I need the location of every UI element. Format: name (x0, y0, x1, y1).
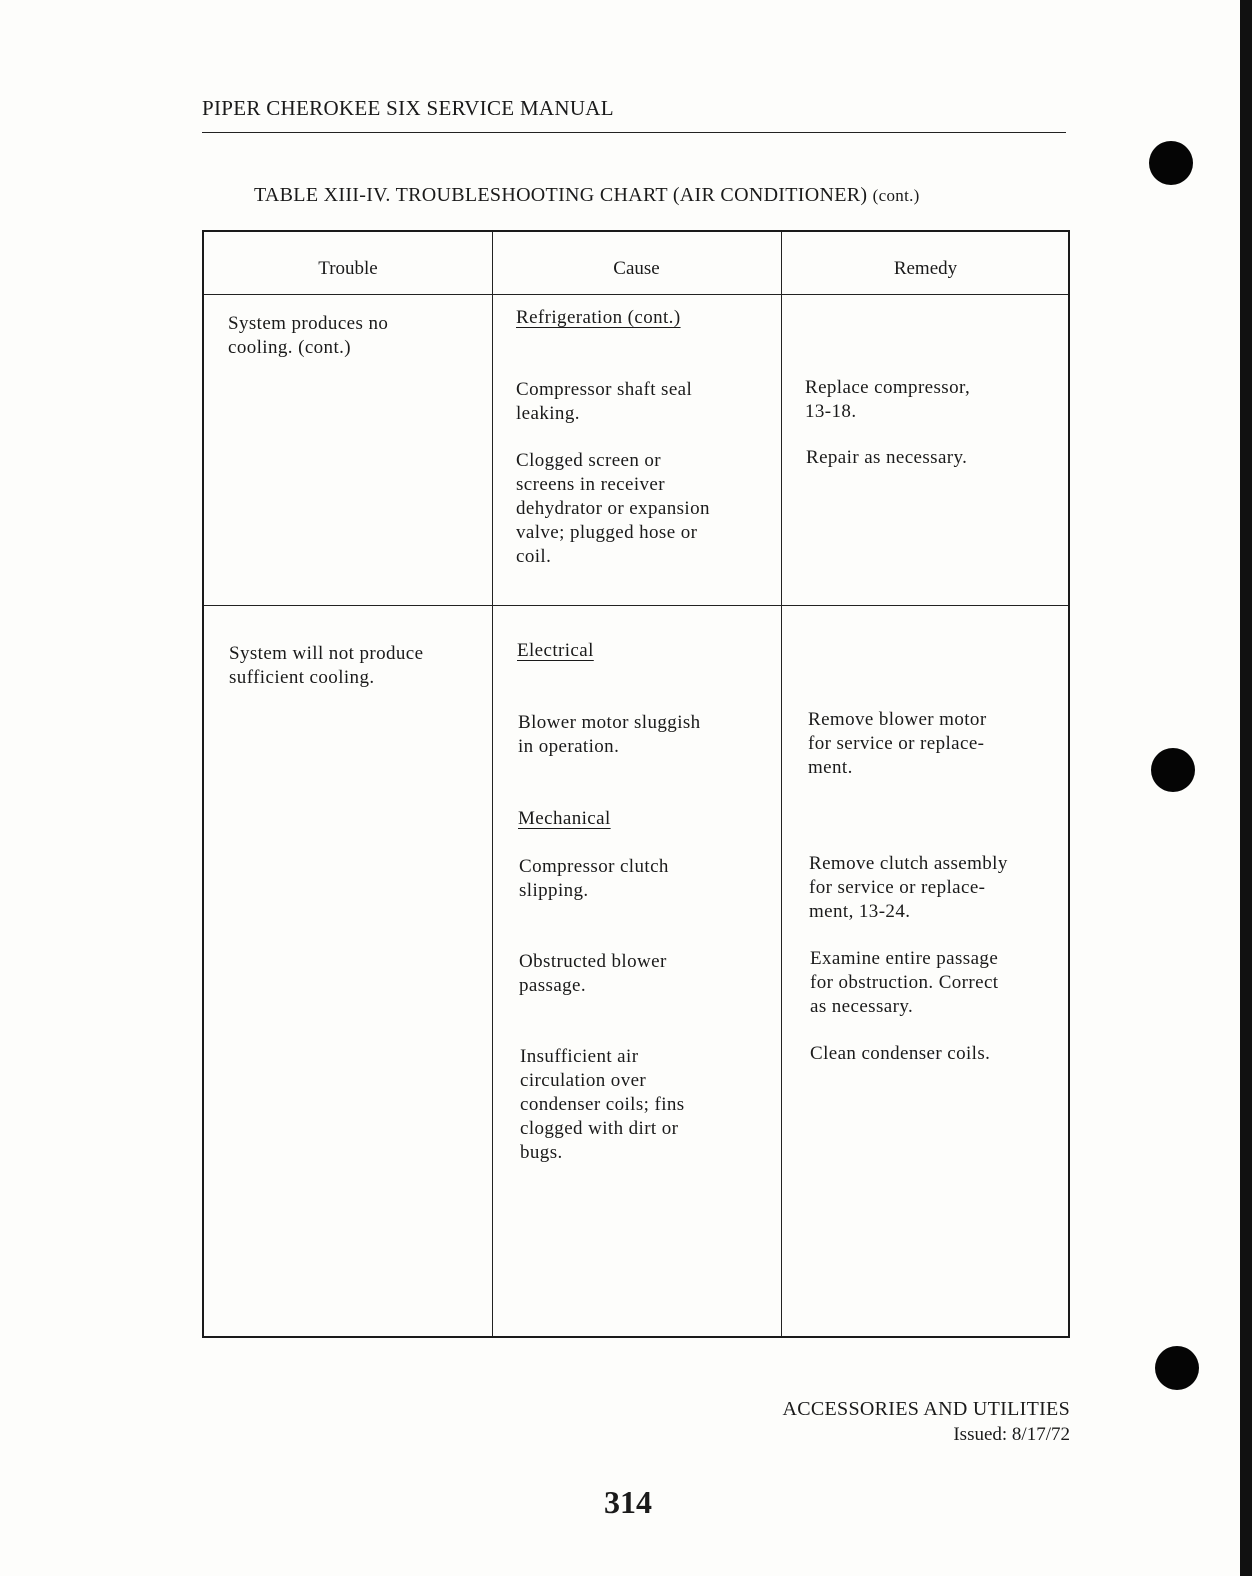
cause-line: Compressor shaft seal (516, 379, 693, 400)
remedy-cell (809, 852, 1008, 924)
remedy-line: for obstruction. Correct (810, 972, 999, 993)
column-header-remedy: Remedy (893, 258, 958, 279)
remedy-line: Examine entire passage (810, 948, 999, 969)
remedy-line: ment. (808, 757, 853, 778)
cause-line: clogged with dirt or (520, 1118, 679, 1139)
remedy-cell (810, 947, 998, 1019)
cause-cell (520, 1045, 685, 1165)
page-number: 314 (604, 1484, 652, 1520)
remedy-line: Remove blower motor (808, 709, 987, 730)
column-header-cause: Cause (613, 258, 660, 279)
cause-cell (519, 950, 667, 998)
binder-hole-middle (1151, 748, 1195, 792)
table-caption-main: TABLE XIII-IV. TROUBLESHOOTING CHART (AIR CONDITIONER) (254, 184, 868, 206)
table-caption (254, 184, 920, 207)
column-header-trouble: Trouble (318, 258, 378, 279)
cause-line: leaking. (516, 403, 580, 424)
cause-cell (516, 378, 692, 426)
cause-group-heading: Mechanical (518, 808, 611, 829)
cause-line: Blower motor sluggish (518, 712, 701, 733)
cause-line: Clogged screen or (516, 450, 662, 471)
binder-hole-top (1149, 141, 1193, 185)
remedy-line: Clean condenser coils. (810, 1043, 991, 1064)
trouble-line: System will not produce (229, 643, 424, 664)
cause-line: screens in receiver (516, 474, 665, 495)
section-divider (204, 605, 1068, 606)
cause-line: passage. (519, 975, 587, 996)
column-divider-2 (781, 232, 782, 1336)
remedy-line: ment, 13-24. (809, 901, 911, 922)
cause-line: coil. (516, 546, 552, 567)
footer-section-title: ACCESSORIES AND UTILITIES (782, 1398, 1070, 1420)
cause-line: slipping. (519, 880, 589, 901)
cause-line: Obstructed blower (519, 951, 667, 972)
remedy-line: Replace compressor, (805, 377, 971, 398)
column-divider-1 (492, 232, 493, 1336)
trouble-line: cooling. (cont.) (228, 337, 352, 358)
remedy-cell (805, 376, 970, 424)
header-row-divider (204, 294, 1068, 295)
cause-cell (516, 449, 710, 569)
manual-title: PIPER CHEROKEE SIX SERVICE MANUAL (202, 96, 614, 120)
remedy-line: for service or replace- (809, 877, 986, 898)
cause-line: condenser coils; fins (520, 1094, 685, 1115)
cause-cell (519, 855, 669, 903)
trouble-line: System produces no (228, 313, 389, 334)
trouble-cell (228, 312, 388, 360)
header-rule (202, 132, 1066, 133)
footer-issued-date: Issued: 8/17/72 (953, 1424, 1070, 1445)
cause-group-heading: Electrical (517, 640, 594, 661)
table-caption-suffix: (cont.) (872, 186, 920, 205)
binder-hole-bottom (1155, 1346, 1199, 1390)
remedy-line: as necessary. (810, 996, 914, 1017)
cause-line: circulation over (520, 1070, 647, 1091)
remedy-line: 13-18. (805, 401, 857, 422)
remedy-line: Remove clutch assembly (809, 853, 1008, 874)
cause-group-heading: Refrigeration (cont.) (516, 307, 681, 328)
cause-cell (518, 711, 701, 759)
troubleshooting-table (202, 230, 1070, 1338)
cause-line: bugs. (520, 1142, 563, 1163)
cause-line: in operation. (518, 736, 620, 757)
remedy-cell (810, 1042, 990, 1066)
page-edge-shadow (1240, 0, 1252, 1576)
cause-line: Insufficient air (520, 1046, 639, 1067)
cause-line: Compressor clutch (519, 856, 669, 877)
remedy-line: Repair as necessary. (806, 447, 968, 468)
trouble-cell (229, 642, 423, 690)
remedy-line: for service or replace- (808, 733, 985, 754)
trouble-line: sufficient cooling. (229, 667, 375, 688)
cause-line: dehydrator or expansion (516, 498, 710, 519)
cause-line: valve; plugged hose or (516, 522, 698, 543)
remedy-cell (808, 708, 987, 780)
remedy-cell (806, 446, 967, 470)
